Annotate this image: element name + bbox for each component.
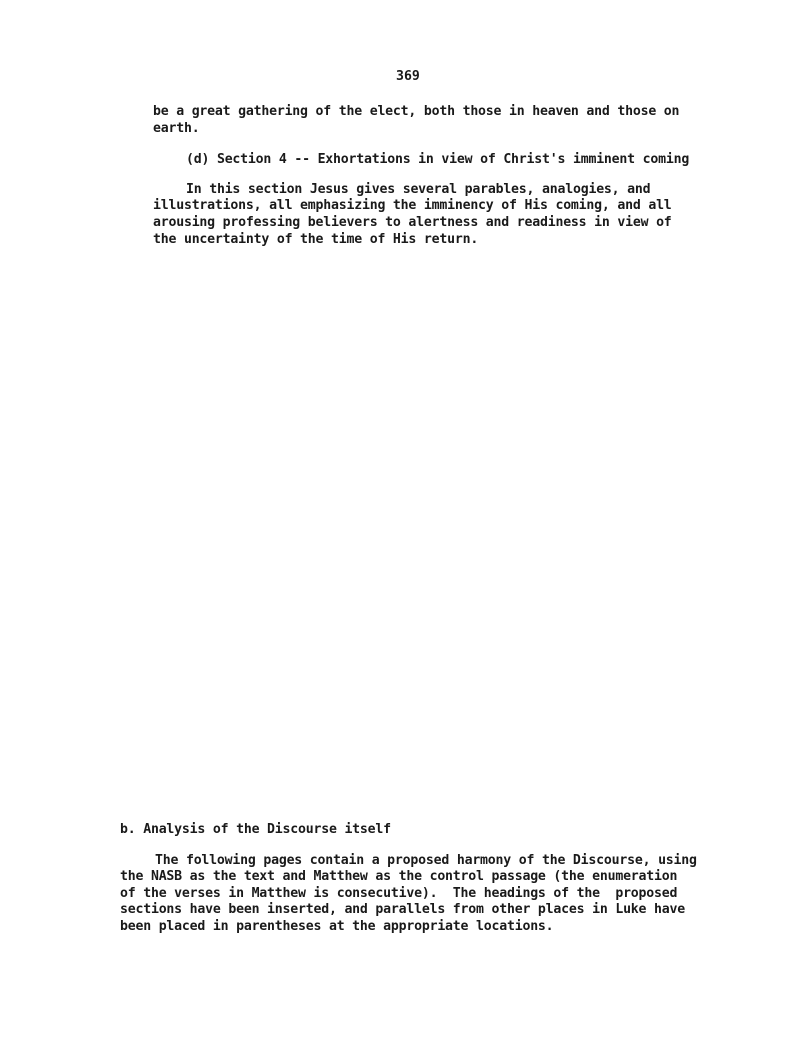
analysis-paragraph-line: the NASB as the text and Matthew as the control passage (the enumeration bbox=[120, 869, 678, 884]
analysis-heading: b. Analysis of the Discourse itself bbox=[120, 822, 391, 837]
analysis-paragraph-line: The following pages contain a proposed harmony of the Discourse, using bbox=[155, 853, 697, 868]
analysis-paragraph-line: of the verses in Matthew is consecutive). The headings of the proposed bbox=[120, 886, 678, 901]
continuation-line: be a great gathering of the elect, both those in heaven and those on bbox=[153, 104, 680, 119]
section-4-paragraph-line: In this section Jesus gives several parables, analogies, and bbox=[186, 182, 651, 197]
section-4-paragraph-line: illustrations, all emphasizing the imminency of His coming, and all bbox=[153, 198, 672, 213]
analysis-paragraph-line: sections have been inserted, and parallels from other places in Luke have bbox=[120, 902, 685, 917]
page-number: 369 bbox=[396, 69, 420, 84]
continuation-line: earth. bbox=[153, 121, 200, 136]
analysis-paragraph-line: been placed in parentheses at the appropriate locations. bbox=[120, 919, 554, 934]
section-4-paragraph-line: arousing professing believers to alertness and readiness in view of bbox=[153, 215, 672, 230]
section-4-heading: (d) Section 4 -- Exhortations in view of Christ's imminent coming bbox=[186, 152, 690, 167]
section-4-paragraph-line: the uncertainty of the time of His return. bbox=[153, 232, 479, 247]
